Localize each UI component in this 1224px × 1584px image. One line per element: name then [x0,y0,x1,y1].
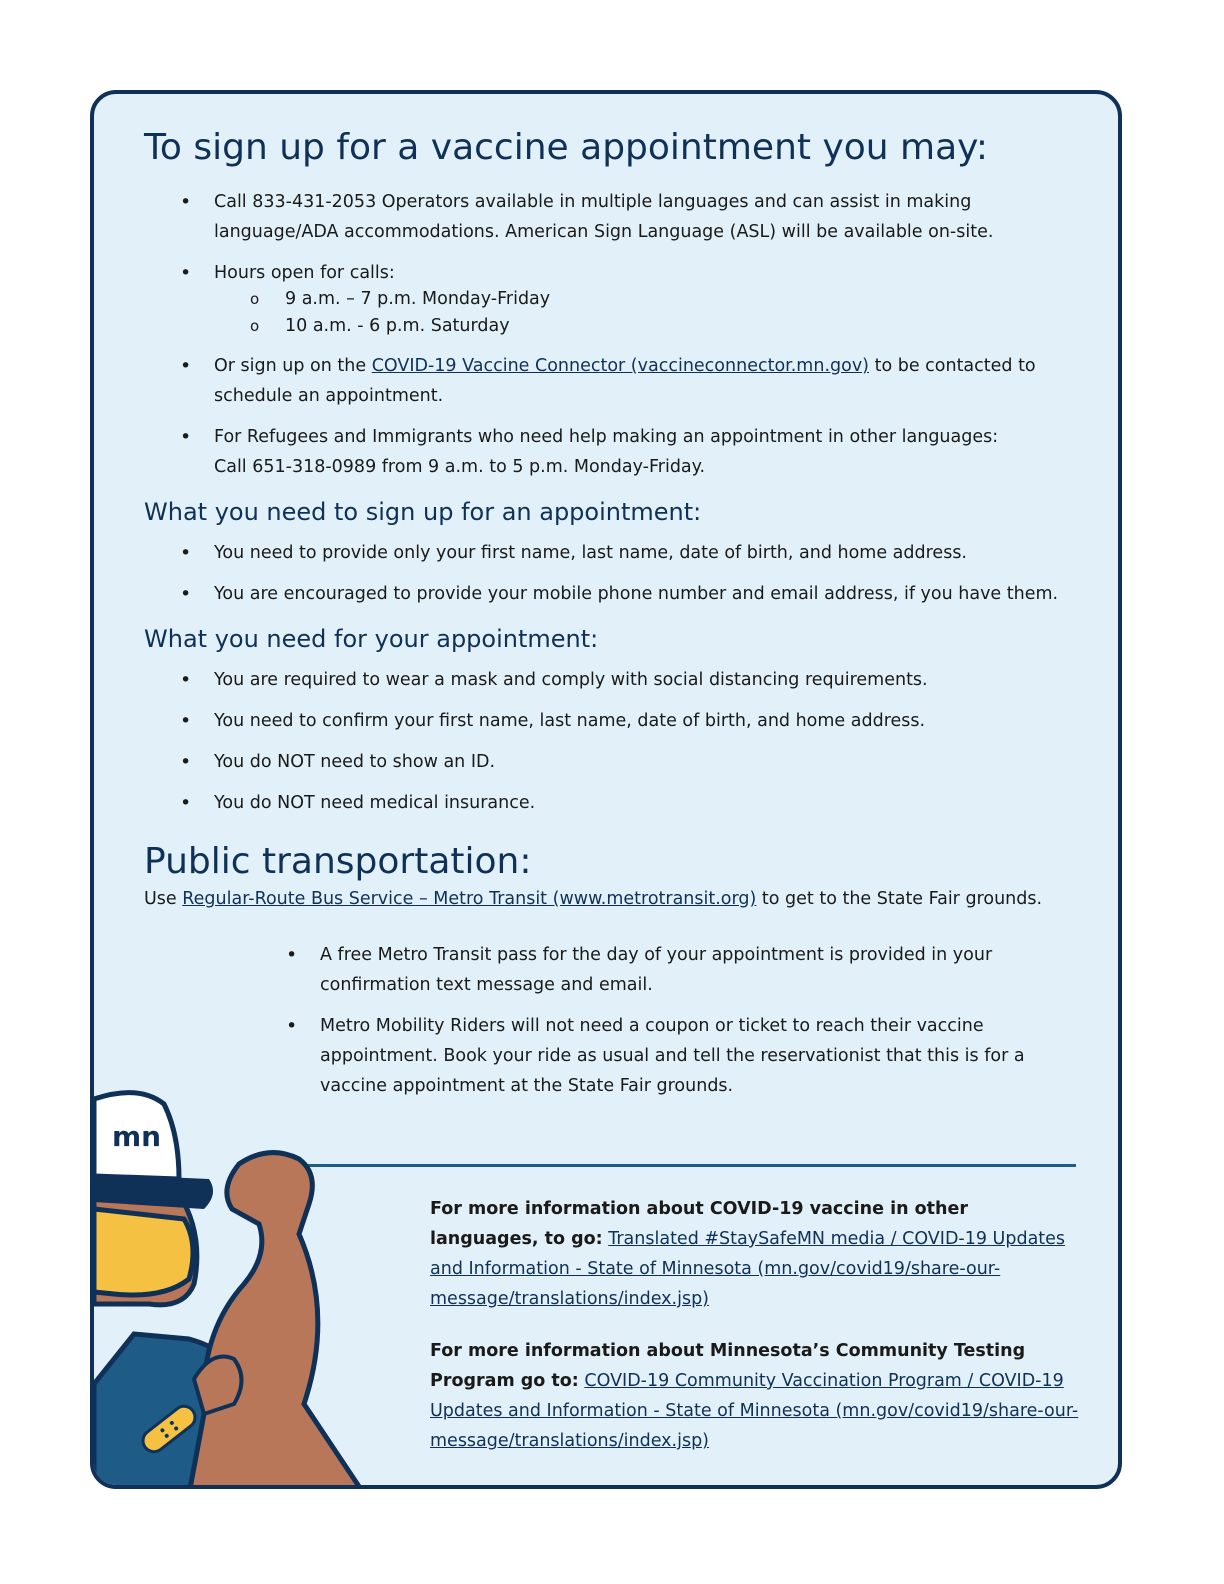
mn-logo: mn [112,1120,162,1153]
hours-item: o 9 a.m. – 7 p.m. Monday-Friday [250,286,1084,313]
vaccinated-person-illustration [94,1084,394,1489]
list-item [180,351,1084,411]
list-item: • A free Metro Transit pass for the day of your appointment is provided in your confirmation text message and email. [286,940,1084,1000]
testing-info-label: For more information about Minnesota’s Community Testing Program go to: [430,1341,1026,1391]
list-item: • You need to confirm your first name, last name, date of birth, and home address. [180,706,1084,736]
refugees-text: For Refugees and Immigrants who need help making an appointment in other languages: [214,427,999,447]
languages-info [430,1194,1080,1314]
need-appointment-heading: What you need for your appointment: [144,625,599,653]
page-title: To sign up for a vaccine appointment you may: [144,127,988,168]
hours-item: o 10 a.m. - 6 p.m. Saturday [250,313,1084,340]
list-item: • You do NOT need medical insurance. [180,788,1084,818]
metro-transit-link[interactable]: Regular-Route Bus Service – Metro Transit (www.metrotransit.org) [182,889,757,909]
section-divider [283,1164,1076,1167]
list-item: • You are required to wear a mask and comply with social distancing requirements. [180,665,1084,695]
testing-info [430,1336,1080,1456]
main-content [144,119,1084,1112]
list-item: • Call 833-431-2053 Operators available in multiple languages and can assist in making language/ADA accommodations. American Sign Language (ASL) will be available on-site. [180,187,1084,247]
mask-shape [94,1209,193,1295]
list-item: • You need to provide only your first name, last name, date of birth, and home address. [180,538,1084,568]
arm-shape [189,1153,364,1489]
need-signup-list [180,538,1084,609]
list-item [180,258,1084,340]
translations-link[interactable]: Translated #StaySafeMN media / COVID-19 Updates and Information - State of Minnesota (mn.gov/covid19/share-our-message/translations/index.jsp) [430,1229,1066,1309]
languages-info-label: For more information about COVID-19 vaccine in other languages, to go: [430,1199,968,1249]
list-item [180,422,1084,482]
vaccine-connector-link[interactable]: COVID-19 Vaccine Connector (vaccineconnector.mn.gov) [371,356,870,376]
need-signup-heading: What you need to sign up for an appointment: [144,498,702,526]
need-appointment-list [180,665,1084,818]
use-text-end: to get to the State Fair grounds. [756,889,1043,909]
refugees-phone-text: Call 651-318-0989 from 9 a.m. to 5 p.m. Monday-Friday. [214,457,706,477]
online-text-end: to be contacted to schedule an appointment. [214,356,1036,406]
community-program-link[interactable]: COVID-19 Community Vaccination Program / COVID-19 Updates and Information - State of Minnesota (mn.gov/covid19/share-our-message/translations/index.jsp) [430,1371,1079,1451]
transport-heading: Public transportation: [144,841,532,882]
online-text: Or sign up on the [214,356,372,376]
transport-list [286,940,1084,1101]
use-text: Use [144,889,183,909]
signup-list [180,187,1084,482]
list-item: • You do NOT need to show an ID. [180,747,1084,777]
hours-list [250,286,1084,340]
more-info-block [430,1194,1080,1478]
info-panel [90,90,1122,1489]
list-item: • You are encouraged to provide your mobile phone number and email address, if you have them. [180,579,1084,609]
hours-label: Hours open for calls: [214,263,395,283]
list-item: • Metro Mobility Riders will not need a coupon or ticket to reach their vaccine appointment. Book your ride as usual and tell the reservationist that this is for a vaccine appointment at the State Fair grounds. [286,1011,1084,1101]
transport-intro [144,884,1084,914]
